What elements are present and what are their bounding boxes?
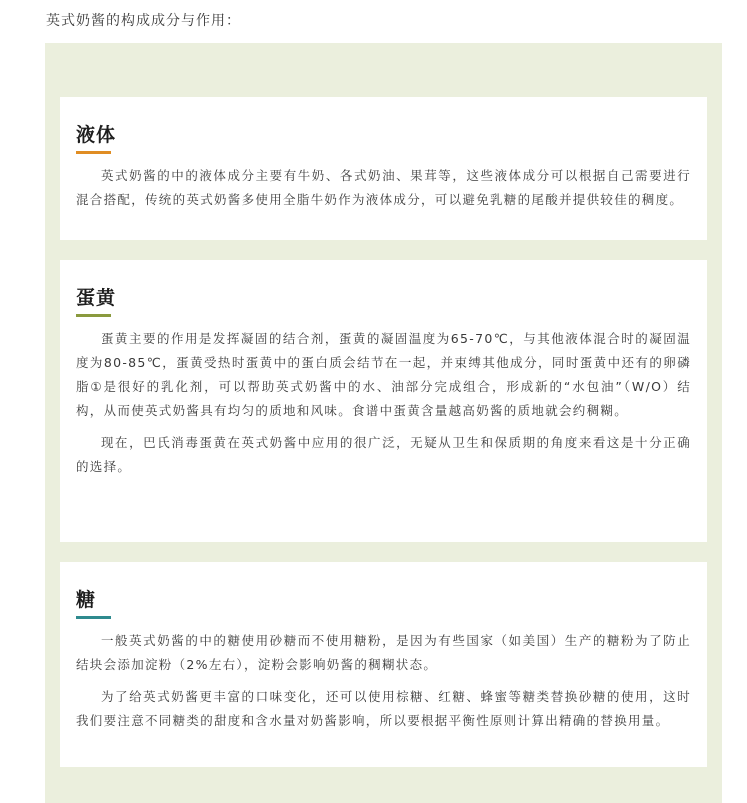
section-paragraph: 英式奶酱的中的液体成分主要有牛奶、各式奶油、果茸等，这些液体成分可以根据自己需要进行混合搭配，传统的英式奶酱多使用全脂牛奶作为液体成分，可以避免乳糖的尾酸并提供较佳的稠度。 — [76, 168, 691, 207]
title-underline-yolk — [76, 314, 111, 317]
intro-heading: 英式奶酱的构成成分与作用： — [46, 13, 241, 29]
title-underline-liquid — [76, 151, 111, 154]
section-paragraph: 为了给英式奶酱更丰富的口味变化，还可以使用棕糖、红糖、蜂蜜等糖类替换砂糖的使用，这时我们要注意不同糖类的甜度和含水量对奶酱影响，所以要根据平衡性原则计算出精确的替换用量。 — [76, 689, 691, 728]
title-underline-sugar — [76, 616, 111, 619]
section-paragraph: 一般英式奶酱的中的糖使用砂糖而不使用糖粉，是因为有些国家（如美国）生产的糖粉为了防止结块会添加淀粉（2%左右），淀粉会影响奶酱的稠糊状态。 — [76, 633, 691, 672]
section-card-sugar — [60, 562, 707, 767]
section-title-liquid: 液体 — [76, 124, 117, 146]
section-card-liquid — [60, 97, 707, 240]
section-paragraph: 蛋黄主要的作用是发挥凝固的结合剂，蛋黄的凝固温度为65-70℃，与其他液体混合时的凝固温度为80-85℃，蛋黄受热时蛋黄中的蛋白质会结节在一起，并束缚其他成分，同时蛋黄中还有的卵磷脂①是很好的乳化剂，可以帮助英式奶酱中的水、油部分完成组合，形成新的“水包油”（W/O）结构，从而使英式奶酱具有均匀的质地和风味。食谱中蛋黄含量越高奶酱的质地就会约稠糊。 — [76, 331, 691, 418]
section-title-yolk: 蛋黄 — [76, 287, 117, 309]
section-paragraph: 现在，巴氏消毒蛋黄在英式奶酱中应用的很广泛，无疑从卫生和保质期的角度来看这是十分正确的选择。 — [76, 435, 691, 474]
section-title-sugar: 糖 — [76, 589, 97, 611]
section-card-yolk — [60, 260, 707, 542]
